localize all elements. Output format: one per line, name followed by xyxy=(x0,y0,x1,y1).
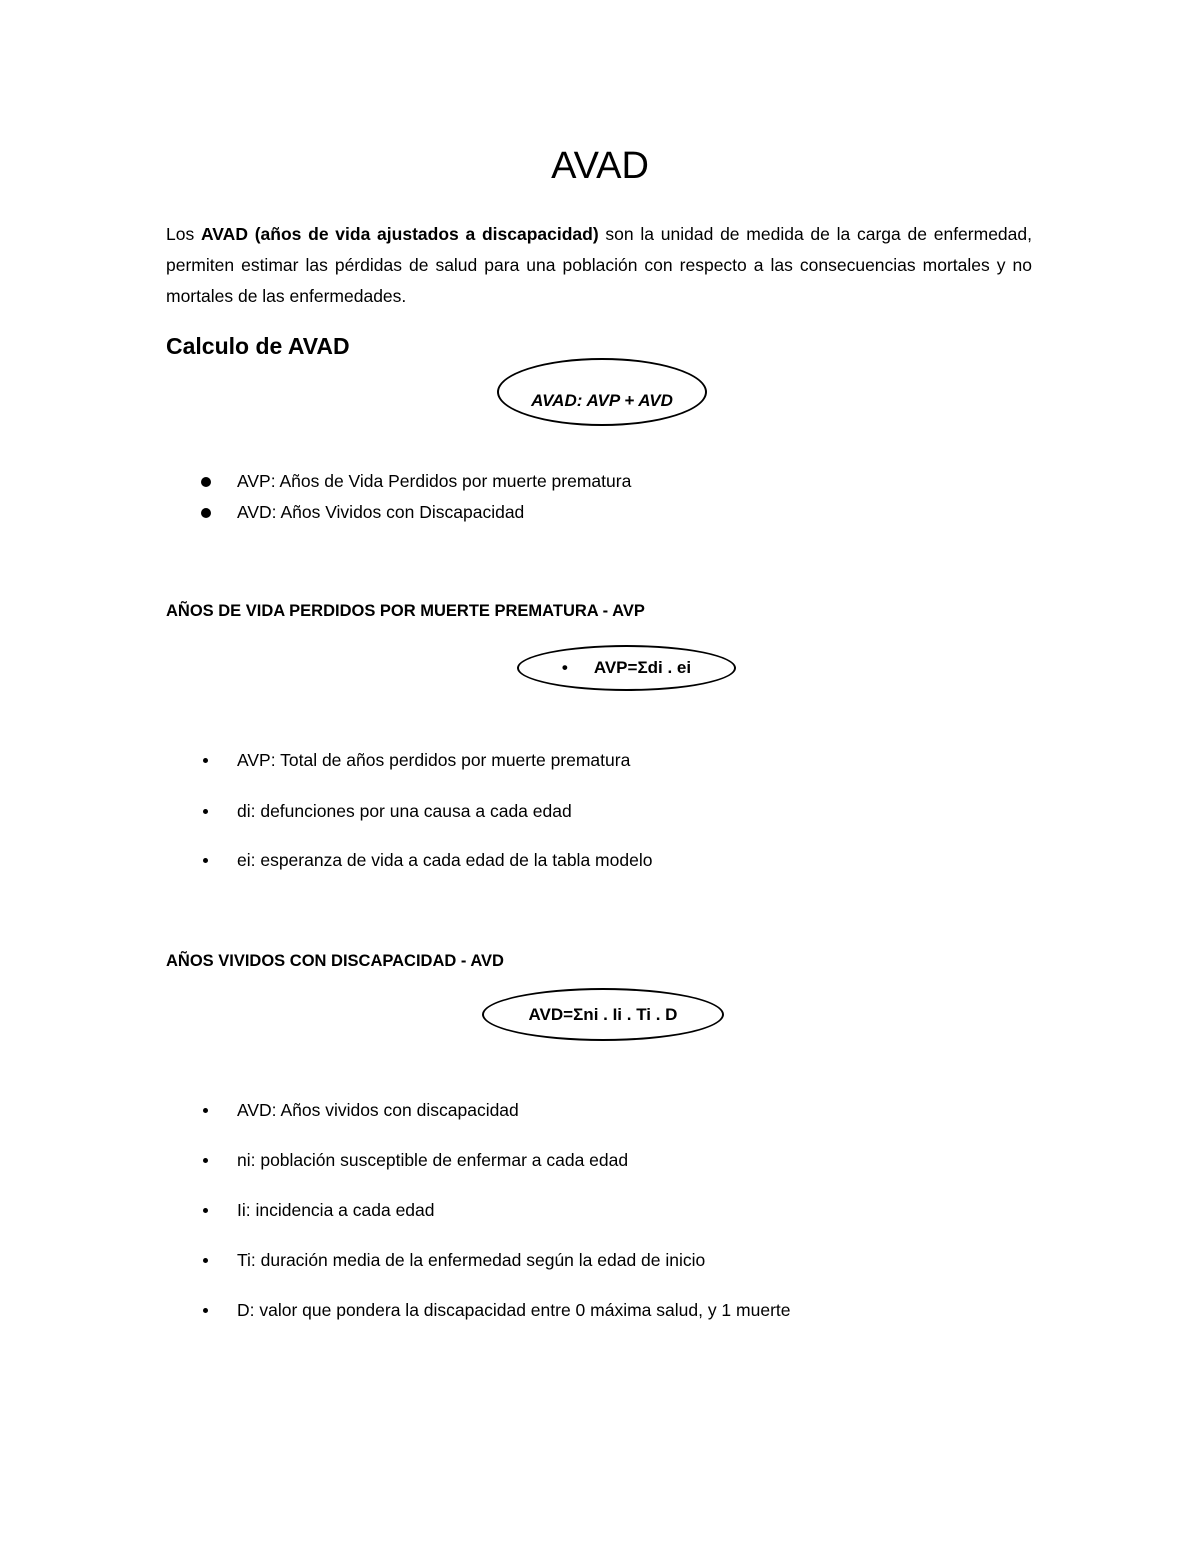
list-item-text: AVD: Años Vividos con Discapacidad xyxy=(237,502,525,522)
intro-bold-text: AVAD (años de vida ajustados a discapacidad) xyxy=(200,224,599,244)
bullet-icon xyxy=(203,809,208,814)
intro-text: Los xyxy=(166,224,201,244)
list-item-text: ni: población susceptible de enfermar a cada edad xyxy=(237,1150,629,1170)
list-item xyxy=(200,1300,791,1321)
avp-formula-ellipse xyxy=(517,645,736,691)
list-item-text: AVD: Años vividos con discapacidad xyxy=(237,1100,519,1120)
list-item-text: ei: esperanza de vida a cada edad de la tabla modelo xyxy=(237,850,653,870)
list-item xyxy=(200,801,572,822)
list-item xyxy=(200,1100,519,1121)
avp-heading: AÑOS DE VIDA PERDIDOS POR MUERTE PREMATURA - AVP xyxy=(166,602,645,620)
list-item xyxy=(200,502,524,523)
avd-formula: AVD=Σni . Ii . Ti . D xyxy=(528,1004,678,1024)
list-item xyxy=(200,1200,435,1221)
bullet-icon xyxy=(203,1158,208,1163)
list-item-text: di: defunciones por una causa a cada edad xyxy=(237,801,572,821)
list-item xyxy=(200,1150,628,1171)
avad-formula: AVAD: AVP + AVD xyxy=(531,391,673,410)
calculo-heading: Calculo de AVAD xyxy=(166,333,350,359)
bullet-icon xyxy=(203,1208,208,1213)
bullet-icon xyxy=(201,477,211,487)
document-title: AVAD xyxy=(551,145,649,187)
list-item xyxy=(200,850,652,871)
bullet-icon xyxy=(203,758,208,763)
avd-formula-ellipse xyxy=(482,988,724,1041)
bullet-icon xyxy=(203,858,208,863)
list-item xyxy=(200,750,630,771)
list-item xyxy=(200,471,631,492)
bullet-icon xyxy=(203,1108,208,1113)
bullet-icon xyxy=(203,1308,208,1313)
list-item xyxy=(200,1250,705,1271)
avd-heading: AÑOS VIVIDOS CON DISCAPACIDAD - AVD xyxy=(166,952,504,970)
intro-text-rest: son la unidad de medida de la carga de enfermedad, permiten estimar las pérdidas de salud para una población con respecto a las consecuencias mortales y no mortales de las enfermedades. xyxy=(166,224,1032,306)
avp-formula: AVP=Σdi . ei xyxy=(593,658,692,677)
list-item-text: Ti: duración media de la enfermedad según la edad de inicio xyxy=(237,1250,706,1270)
avad-formula-ellipse xyxy=(497,358,707,426)
bullet-icon xyxy=(201,508,211,518)
list-item-text: D: valor que pondera la discapacidad entre 0 máxima salud, y 1 muerte xyxy=(237,1300,791,1320)
list-item-text: AVP: Años de Vida Perdidos por muerte prematura xyxy=(237,471,632,491)
bullet-icon: • xyxy=(561,658,568,677)
bullet-icon xyxy=(203,1258,208,1263)
list-item-text: AVP: Total de años perdidos por muerte prematura xyxy=(237,750,631,770)
intro-paragraph xyxy=(166,219,1032,312)
list-item-text: Ii: incidencia a cada edad xyxy=(237,1200,435,1220)
